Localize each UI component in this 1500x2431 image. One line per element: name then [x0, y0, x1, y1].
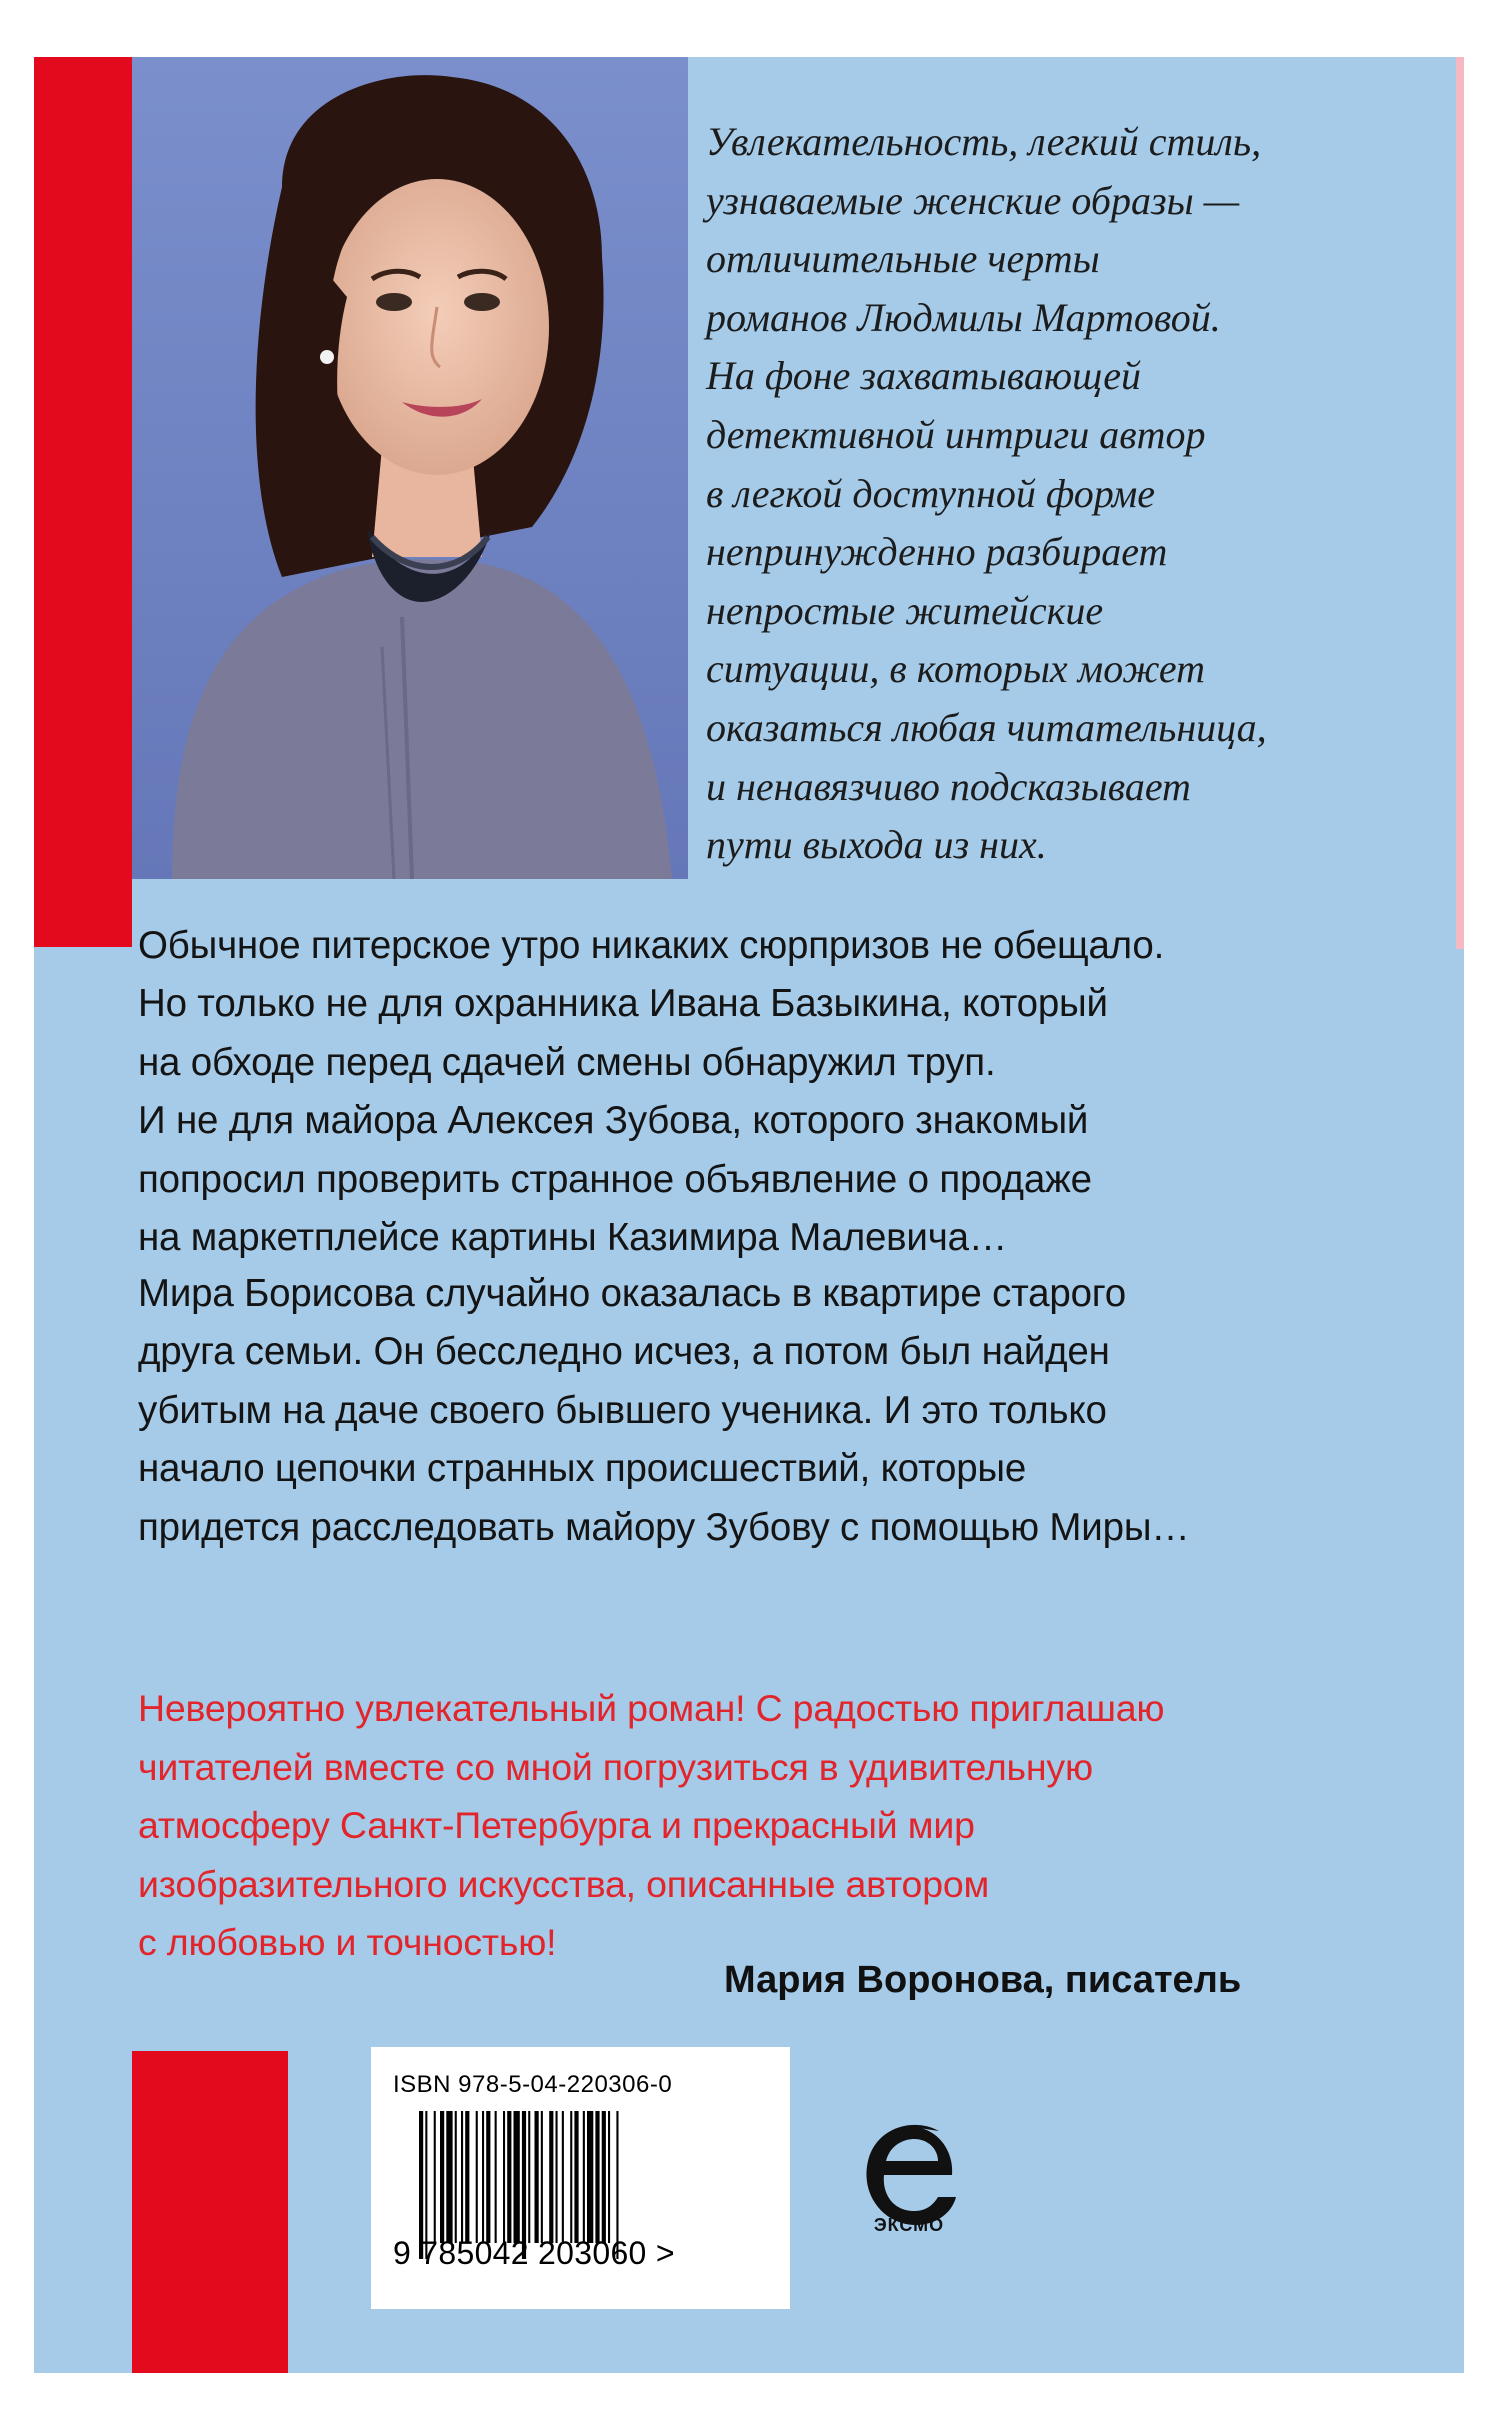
intro-line: пути выхода из них.	[706, 822, 1047, 868]
barcode-bar	[476, 2111, 478, 2243]
intro-line: романов Людмилы Мартовой.	[706, 294, 1221, 340]
intro-line: непринужденно разбирает	[706, 529, 1168, 575]
red-accent-block-top	[34, 57, 132, 947]
barcode-bar	[602, 2111, 606, 2243]
intro-line: ситуации, в которых может	[706, 646, 1206, 692]
intro-line: в легкой доступной форме	[706, 470, 1155, 516]
barcode-bar	[595, 2111, 599, 2243]
barcode-bar	[549, 2111, 553, 2243]
pink-edge-strip	[1456, 57, 1464, 949]
barcode-bar	[446, 2111, 452, 2243]
synopsis-paragraph-2	[138, 1265, 1438, 1557]
red-accent-block-bottom	[132, 2051, 288, 2373]
quote-line: атмосферу Санкт-Петербурга и прекрасный мир	[138, 1804, 975, 1847]
intro-text	[706, 113, 1446, 875]
synopsis-line: убитым на даче своего бывшего ученика. И это только	[138, 1388, 1107, 1432]
quote-line: Невероятно увлекательный роман! С радостью приглашаю	[138, 1687, 1165, 1729]
intro-line: оказаться любая читательница,	[706, 704, 1267, 750]
barcode-bar	[495, 2111, 497, 2243]
synopsis-line: Но только не для охранника Ивана Базыкина, который	[138, 982, 1108, 1026]
synopsis-line: начало цепочки странных происшествий, которые	[138, 1447, 1027, 1491]
barcode-bar	[440, 2111, 444, 2243]
barcode-bar	[574, 2111, 578, 2243]
intro-line: отличительные черты	[706, 236, 1100, 282]
barcode-bar	[528, 2111, 530, 2243]
barcode-bar	[587, 2111, 593, 2243]
intro-line: На фоне захватывающей	[706, 353, 1142, 399]
isbn-barcode-box	[371, 2047, 790, 2309]
intro-line: и ненавязчиво подсказывает	[706, 763, 1191, 809]
barcode-bar	[541, 2111, 543, 2243]
barcode-bar	[562, 2111, 564, 2243]
quote-line: читателей вместе со мной погрузиться в удивительную	[138, 1745, 1093, 1788]
barcode-bar	[583, 2111, 585, 2243]
book-back-cover	[34, 57, 1464, 2373]
barcode-bar	[465, 2111, 469, 2243]
quote-author: Мария Воронова, писатель	[724, 1959, 1242, 2001]
barcode-bar	[535, 2111, 539, 2243]
author-photo	[132, 57, 688, 879]
synopsis-line: на обходе перед сдачей смены обнаружил труп.	[138, 1040, 996, 1084]
synopsis-line: И не для майора Алексея Зубова, которого знакомый	[138, 1099, 1089, 1143]
barcode-bar	[434, 2111, 436, 2243]
barcode-bar	[608, 2111, 610, 2243]
intro-line: узнаваемые женские образы —	[706, 177, 1240, 223]
synopsis-line: Мира Борисова случайно оказалась в квартире старого	[138, 1272, 1126, 1315]
barcode-bar	[461, 2111, 463, 2243]
intro-line: Увлекательность, легкий стиль,	[706, 119, 1262, 164]
quote-line: изобразительного искусства, описанные автором	[138, 1862, 990, 1905]
synopsis-line: попросил проверить странное объявление о продаже	[138, 1157, 1092, 1201]
review-quote	[138, 1679, 1438, 1972]
barcode-bar	[503, 2111, 505, 2243]
barcode-bar	[514, 2111, 520, 2243]
synopsis-line: на маркетплейсе картины Казимира Малевича…	[138, 1216, 1008, 1260]
barcode-digits: 9 785042 203060 >	[393, 2235, 675, 2271]
barcode-bar	[570, 2111, 572, 2243]
barcode-bar	[507, 2111, 511, 2243]
synopsis-line: друга семьи. Он бесследно исчез, а потом был найден	[138, 1330, 1110, 1374]
quote-line: с любовью и точностью!	[138, 1921, 557, 1964]
barcode-bar	[482, 2111, 484, 2243]
barcode-bar	[486, 2111, 490, 2243]
synopsis-paragraph-1	[138, 917, 1438, 1267]
intro-line: детективной интриги автор	[706, 411, 1206, 457]
synopsis-line: Обычное питерское утро никаких сюрпризов не обещало.	[138, 924, 1165, 967]
synopsis-line: придется расследовать майору Зубову с помощью Миры…	[138, 1505, 1190, 1549]
publisher-name: ЭКСМО	[873, 2215, 945, 2235]
isbn-label: ISBN 978-5-04-220306-0	[393, 2071, 673, 2098]
author-portrait-illustration	[132, 57, 688, 879]
barcode-bar	[455, 2111, 457, 2243]
barcode-bar	[556, 2111, 558, 2243]
intro-line: непростые житейские	[706, 587, 1104, 633]
